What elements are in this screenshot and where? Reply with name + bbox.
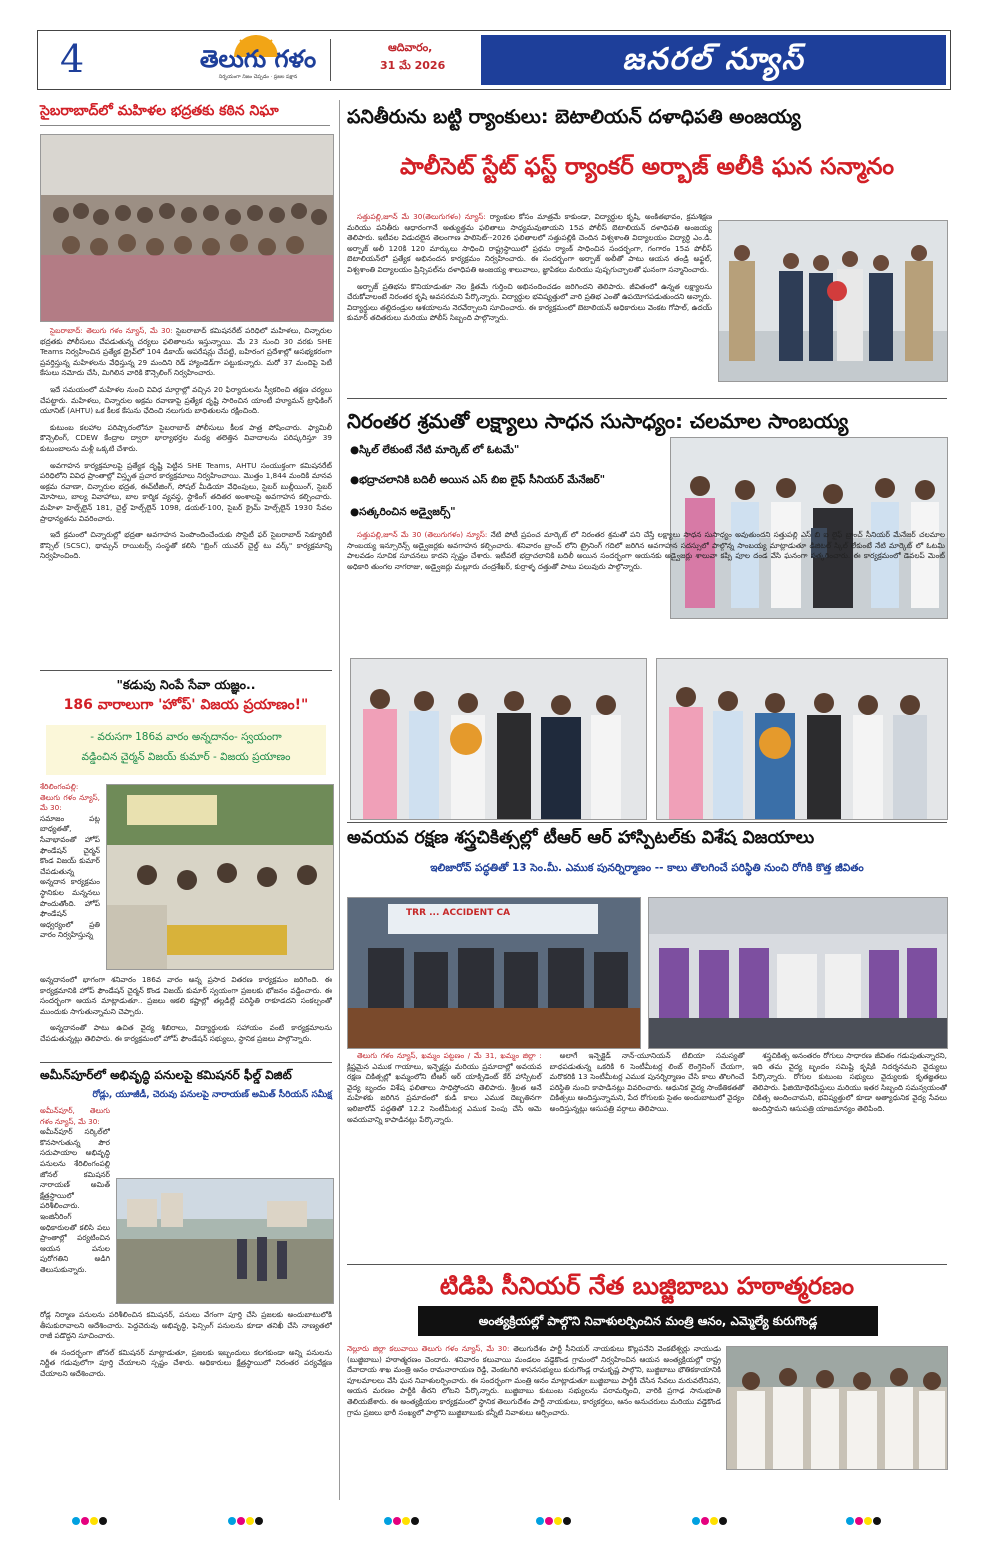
story1-headline: సైబరాబాద్‌లో మహిళల భద్రతకు కఠిన నిఘా: [40, 103, 330, 126]
story4-photo: [718, 220, 948, 382]
story5-bullet: ●భద్రాచలానికి బదిలీ అయిన ఎస్ బిఐ లైఫ్ సీనియర్ మేనేజర్": [350, 474, 606, 486]
story6-photo-1: [347, 897, 641, 1049]
story7-photo: [726, 1346, 948, 1470]
date-line-2: 31 మే 2026: [380, 59, 446, 72]
story2-paragraph: అన్నదానంలో భాగంగా శనివారం 186వ వారం అన్న ప్రసాద వితరణ కార్యక్రమం జరిగింది. ఈ కార్యక్రమానికి హోప్ ఫౌండేషన్ చైర్మన్ కొండ విజయ్ కుమార్ స్వయంగా ప్రజలకు భోజనం వడ్డించారు. ఈ సందర్భంగా ఆయన మాట్లాడుతూ.. ప్రజలు ఆకలి కష్టాల్లో తల్లడిల్లే పరిస్థితి రాకూడదని సంకల్పంతో ముందుకు సాగుతున్నామని చెప్పారు.: [40, 975, 332, 1016]
story1-paragraph: ఇదే సమయంలో మహిళల నుంచి వివిధ మార్గాల్లో వచ్చిన 20 ఫిర్యాదులను స్వీకరించి తక్షణ చర్యలు చేపట్టారు. మహిళలు, చిన్నారుల అక్రమ రవాణాపై ప్రత్యేక దృష్టి సారించిన యాంటీ హ్యూమన్ ట్రాఫికింగ్ యూనిట్ (AHTU) ఒక కీలక కేసును ఛేదించి నలుగురు బాధితులను రక్షించింది.: [40, 384, 332, 416]
story4-body: [347, 212, 712, 390]
story6-paragraph: అలాగే ఇన్ఫెక్టెడ్ నాన్-యూనియన్ టిబియా సమస్యతో బాధపడుతున్న ఒకరికి 6 సెంటీమీటర్ల లింబ్ లెంగ్తెనింగ్ చేయగా, మరొకరికి 13 సెంటీమీటర్ల ఎముక పునర్నిర్మాణం చేసి కాలు తొలగించే పరిస్థితి నుంచి కాపాడినట్లు వివరించారు. ఆధునిక వైద్య సాంకేతికతతో చికిత్సలు అందిస్తున్నామని, పేద రోగులకు సైతం అందుబాటులో వైద్యం అందిస్తున్నట్లు ఆసుపత్రి వర్గాలు తెలిపాయి.: [549, 1051, 745, 1113]
story5-body: [347, 530, 945, 646]
masthead: [37, 30, 951, 90]
logo-tagline: నిర్భయంగా నిజం చెప్పడం · ప్రజల పక్షాన: [218, 74, 298, 80]
story6-dateline: తెలుగు గళం న్యూస్, ఖమ్మం పట్టణం / మే 31, ఖమ్మం జిల్లా :: [357, 1051, 542, 1060]
story3-narrow-text: అమీన్‌పూర్ సర్కిల్‌లో కొనసాగుతున్న పౌర సదుపాయాల అభివృద్ధి పనులను శేరిలింగంపల్లి జోనల్ కమిషనర్ నారాయణ్ అమిత్ క్షేత్రస్థాయిలో పరిశీలించారు. ఇంజినీరింగ్ అధికారులతో కలిసి పలు ప్రాంతాల్లో పర్యటించిన ఆయన పనుల పురోగతిని అడిగి తెలుసుకున్నారు.: [40, 1127, 110, 1274]
story5-bullet: ●సత్కరించిన అడ్వైజర్స్": [350, 506, 456, 518]
story5-photo-3: [656, 658, 948, 820]
story6-photo-banner-text: TRR ... ACCIDENT CA: [406, 908, 511, 918]
story5-dateline: సత్తుపల్లి,జూన్ మే 30 (తెలుగుగళం) న్యూస్:: [357, 530, 488, 539]
story3-photo: [116, 1178, 334, 1304]
story2-body: [40, 975, 332, 1057]
story2-headline: 186 వారాలుగా 'హోప్' విజయ ప్రయాణం!": [63, 697, 309, 713]
story3-paragraph: ఈ సందర్భంగా జోనల్ కమిషనర్ మాట్లాడుతూ, ప్రజలకు ఇబ్బందులు కలగకుండా అన్ని పనులను నిర్ణీత గడువులోగా పూర్తి చేయాలని స్పష్టం చేశారు. అధికారులు క్షేత్రస్థాయిలో నిరంతర పర్యవేక్షణ చేయాలని ఆదేశించారు.: [40, 1347, 332, 1378]
story2-paragraph: అన్నదానంతో పాటు ఉచిత వైద్య శిబిరాలు, విద్యార్థులకు సహాయం వంటి కార్యక్రమాలను చేపడుతున్నట్లు తెలిపారు. ఈ కార్యక్రమంలో హోప్ ఫౌండేషన్ సభ్యులు, స్థానిక ప్రజలు పాల్గొన్నారు.: [40, 1023, 332, 1043]
story6-headline: అవయవ రక్షణ శస్త్రచికిత్సల్లో టీఆర్ ఆర్ హాస్పిటల్‌కు విశేష విజయాలు: [347, 828, 815, 848]
story1-paragraph: అవగాహన కార్యక్రమాలపై ప్రత్యేక దృష్టి పెట్టిన SHE Teams, AHTU సంయుక్తంగా కమిషనరేట్ పరిధిలోని వివిధ ప్రాంతాల్లో విస్తృత ప్రచార కార్యక్రమాలు నిర్వహించాయి. మొత్తం 1,844 మందికి మానవ అక్రమ రవాణా, చిన్నారుల భద్రత, ఈవ్‌టీజింగ్, సోషల్ మీడియా వేధింపులు, సైబర్ బుల్లీయింగ్, సైబర్ మోసాలు, బాల్య వివాహాలు, బాల కార్మిక వ్యవస్థ, స్టాకింగ్ తదితర అంశాలపై అవగాహన కల్పించారు. మహిళా హెల్ప్‌లైన్ 181, చైల్డ్ హెల్ప్‌లైన్ 1098, డయల్-100, సైబర్ క్రైమ్ హెల్ప్‌లైన్ 1930 సేవల ప్రాధాన్యతను వివరించారు.: [40, 460, 332, 523]
story1-paragraph: ఇదే క్రమంలో చిన్నారుల్లో భద్రతా అవగాహన పెంపొందించేందుకు సొసైటీ ఫర్ సైబరాబాద్ సెక్యూరిటీ కౌన్సిల్ (SCSC), థామ్సన్ రాయిటర్స్ సంస్థతో కలిసి "బ్రింగ్ యువర్ చైల్డ్ టు వర్క్" కార్యక్రమాన్ని నిర్వహించింది.: [40, 530, 332, 561]
story2-subhead-box: [46, 725, 326, 775]
section-title: జనరల్ న్యూస్: [622, 42, 805, 77]
story6-paragraph: క్లిష్టమైన ఎముక గాయాలు, ఇన్ఫెక్షన్లు మరియు ప్రమాదాల్లో అవయవ రక్షణ చికిత్సల్లో ఖమ్మంలోని టీఆర్ ఆర్ యాక్సిడెంట్ కేర్ హాస్పిటల్ వైద్య బృందం విశేష ఫలితాలు సాధిస్తోందని తెలిపారు. శ్రీలత అనే మహిళకు జరిగిన ప్రమాదంలో కుడి కాలు ఎముక దెబ్బతినగా ఇలిజారోవ్ పద్ధతితో 12.2 సెంటీమీటర్ల ఎముక పెంపు చేసి ఆమె అవయవాన్ని కాపాడినట్లు పేర్కొన్నారు.: [347, 1061, 542, 1124]
story4-paragraph: అర్బాజ్ ప్రతిభను కొనియాడుతూ నెల క్రితమే గుర్తించి అభినందించడం జరిగిందని తెలిపారు. జీవితంలో ఉన్నత లక్ష్యాలను చేరుకోవాలంటే నిరంతర కృషి అవసరమని పేర్కొన్నారు. విద్యార్థుల భవిష్యత్తులో వారి ప్రతిభ ఎంతో ఉపయోగపడుతుందని అన్నారు. విద్యార్థులు తల్లిదండ్రుల ఆశయాలను నెరవేర్చాలని సూచించారు. ఈ కార్యక్రమంలో బెటాలియన్ అధికారులు వెంకట గోపాల్, ఉదయ్ కుమార్ తదితరులు మరియు పోలీస్ సిబ్బంది పాల్గొన్నారు.: [347, 281, 712, 323]
story5-photo-2: [350, 658, 647, 820]
story5-paragraph: నేటి పోటీ ప్రపంచ మార్కెట్ లో నిరంతర శ్రమతో పని చేస్తే లక్ష్యాలు సాధన సుసాధ్యం అవుతుందని సత్తుపల్లి ఎస్ బి ఐ లైఫ్ బ్రాంచ్ సీనియర్ మేనేజర్ చలమాల సాంబయ్య ఇన్సూరెన్స్ అడ్వైజర్లకు అవగాహన కల్పించారు. శనివారం బ్రాంచ్ లోని ట్రైనింగ్ గదిలో జరిగిన అవగాహన సదస్సులో పాల్గొన్న సాంబయ్య మాట్లాడుతూ డిజిటల్ స్కిల్ లేకుంటే నేటి మార్కెట్ లో ఓటమి పాలవడం సూచిక సూచనలు కాదని స్పష్టం చేశారు. ఇటీవలే భద్రాచలానికి బదిలీ అయిన సందర్భంగా ఆయనకు అడ్వైజర్లు శాలువా కప్పి పూల దండ వేసి ఘనంగా సత్కరించారు. ఈ కార్యక్రమంలో డెవలప్ మెంట్ అధికారి తుంగల నాగరాజు, అడ్వైజర్లు మల్లూరు చంద్రశేఖర్, కుర్రాళ్ళ దత్తుతో పాటు పలువురు పాల్గొన్నారు.: [347, 530, 945, 571]
story4-paragraph: ర్యాంకుల కోసం మాత్రమే కాకుండా, విద్యార్థుల కృషి, అంకితభావం, క్రమశిక్షణ మరియు పనితీరు ఆధారంగానే అత్యుత్తమ ఫలితాలు సాధ్యమవుతాయని 15వ పోలీస్ బెటాలియన్ దళాధిపతి అంజయ్య తెలిపారు. ఇటీవల విడుదలైన తెలంగాణ పాలిసెట్--2026 ఫలితాలలో సత్తుపల్లికి చెందిన విశ్వశాంతి విద్యాలయం విద్యార్థి ఎం.డి. అర్బాజ్ అలీ 120కి 120 మార్కులు సాధించి రాష్ట్రస్థాయిలో ప్రథమ ర్యాంక్ సాధించిన సందర్భంగా, గంగారం 15వ పోలీస్ బెటాలియన్‌లో ప్రత్యేక అభినందన కార్యక్రమం నిర్వహించారు. ఈ సందర్భంగా అర్బాజ్ అలీతో పాటు ఆయన తండ్రి అఫ్జల్, విశ్వశాంతి విద్యాలయం ప్రిన్సిపల్‌ను దళాధిపతి అంజయ్య శాలువాలు, జ్ఞాపికలు మరియు పుష్పగుచ్ఛాలతో ఘనంగా సన్మానించారు.: [347, 212, 712, 274]
story3-dateline: అమీన్‌పూర్, తెలుగు గళం న్యూస్, మే 30:: [40, 1106, 110, 1126]
story2-narrow-body: [40, 782, 100, 970]
story3-narrow-body: [40, 1106, 110, 1308]
story6-subhead: ఇలిజారోవ్ పద్ధతితో 13 సెం.మీ. ఎముక పునర్నిర్మాణం -- కాలు తొలగించే పరిస్థితి నుంచి రోగికి కొత్త జీవితం: [430, 862, 864, 874]
story7-paragraph: తెలుగుదేశం పార్టీ సీనియర్ నాయకులు కొల్లపనేని వెంకటేశ్వర్లు నాయుడు (బుజ్జిబాబు) హఠాత్మరణం చెందారు. శనివారం కలువాయి మండలం వడ్డెకొండ గ్రామంలో నిర్వహించిన ఆయన అంత్యక్రియల్లో రాష్ట్ర దేవాదాయ శాఖ మంత్రి ఆనం రామనారాయణ రెడ్డి, వెంకటగిరి శాసనసభ్యులు కురుగొండ్ల రామకృష్ణ పాల్గొని, బుజ్జిబాబు భౌతికకాయానికి పూలమాలలు వేసి ఘన నివాళులర్పించారు. ఈ సందర్భంగా మంత్రి ఆనం మాట్లాడుతూ బుజ్జిబాబు పార్టీకి చేసిన సేవలు మరువలేనివని, ఆయన మరణం పార్టీకి తీరని లోటని పేర్కొన్నారు. బుజ్జిబాబు కుటుంబ సభ్యులను పరామర్శించి, వారికి ప్రగాఢ సానుభూతి తెలియజేశారు. ఈ అంత్యక్రియల కార్యక్రమంలో స్థానిక తెలుగుదేశం పార్టీ నాయకులు, కార్యకర్తలు, ఆనం అనుచరులు మరియు వడ్డెకొండ గ్రామ ప్రజలు భారీ సంఖ్యలో పాల్గొని బుజ్జిబాబుకు కన్నీటి నివాళులు అర్పించారు.: [347, 1344, 721, 1417]
story3-subhead: రోడ్లు, యూజీడీ, చెరువు పనులపై నారాయణ్ అమిత్ సీరియస్ సమీక్ష: [92, 1090, 332, 1100]
story2-subhead-1: - వరుసగా 186వ వారం అన్నదానం- స్వయంగా: [90, 731, 282, 743]
story6-body: [347, 1051, 947, 1239]
story2-dateline: శేరిలింగంపల్లి: తెలుగు గళం న్యూస్, మే 30:: [40, 782, 100, 813]
story4-headline: పాలీసెట్ స్టేట్ ఫస్ట్ ర్యాంకర్ అర్బాజ్ అలీకి ఘన సన్మానం: [399, 154, 895, 180]
story1-paragraph: కుటుంబ కలహాల పరిష్కారంలోనూ సైబరాబాద్ పోలీసులు కీలక పాత్ర పోషించారు. ఫ్యామిలీ కౌన్సెలింగ్, CDEW కేంద్రాల ద్వారా భార్యాభర్తల మధ్య తలెత్తిన వివాదాలను పరిష్కరిస్తూ 39 కుటుంబాలను మళ్లీ ఒక్కటి చేశారు.: [40, 422, 332, 453]
story1-dateline: సైబరాబాద్: తెలుగు గళం న్యూస్, మే 30:: [50, 326, 173, 335]
story4-kicker: పనితీరును బట్టి ర్యాంకులు: బెటాలియన్ దళాధిపతి అంజయ్య: [347, 106, 801, 128]
story7-body: [347, 1344, 721, 1502]
story7-subhead-bar: [418, 1306, 878, 1336]
story7-subhead: అంత్యక్రియల్లో పాల్గొని నివాళులర్పించిన మంత్రి ఆనం, ఎమ్మెల్యే కురుగొండ్ల: [478, 1314, 818, 1328]
logo: [188, 35, 328, 83]
story1-paragraph: సైబరాబాద్ కమిషనరేట్ పరిధిలో మహిళలు, చిన్నారుల భద్రతకు పోలీసులు చేపడుతున్న చర్యలు ఫలితాలను ఇస్తున్నాయి. మే 23 నుంచి 30 వరకు SHE Teams నిర్వహించిన ప్రత్యేక డ్రైవ్‌లో 104 డికాయ్ ఆపరేషన్లు చేపట్టి, బహిరంగ ప్రదేశాల్లో అసభ్యకరంగా ప్రవర్తిస్తున్న మహిళలను వేధిస్తున్న 29 మందిని రెడ్ హ్యాండెడ్‌గా పట్టుకున్నారు. మరో 37 మందిపై పెటీ కేసులు నమోదు చేసి, మిగిలిన వారికి కౌన్సెలింగ్ నిర్వహించారు.: [40, 326, 332, 378]
page-number: 4: [60, 37, 85, 81]
story2-subhead-2: వడ్డించిన చైర్మన్ విజయ్ కుమార్ - విజయ ప్రయాణం: [81, 751, 291, 763]
story3-headline: అమీన్‌పూర్‌లో అభివృద్ధి పనులపై కమిషనర్ ఫీల్డ్ విజిట్: [40, 1068, 292, 1082]
story1-photo: [40, 134, 334, 322]
story7-headline: టిడిపి సీనియర్ నేత బుజ్జిబాబు హఠాత్మరణం: [439, 1272, 855, 1300]
story6-paragraph: శస్త్రచికిత్స అనంతరం రోగులు సాధారణ జీవితం గడుపుతున్నారని, ఇది తమ వైద్య బృందం సమిష్టి కృషికి నిదర్శనమని వైద్యులు పేర్కొన్నారు. రోగుల కుటుంబ సభ్యులు వైద్యులకు కృతజ్ఞతలు తెలిపారు. ఫిజియోథెరపిస్టులు మరియు ఇతర సిబ్బంది సమన్వయంతో చికిత్స అందించామని, భవిష్యత్తులో కూడా అత్యాధునిక వైద్య సేవలు అందిస్తామని ఆసుపత్రి యాజమాన్యం తెలిపింది.: [752, 1051, 947, 1113]
story6-photo-2: [648, 897, 948, 1049]
story3-body: [40, 1310, 332, 1508]
registration-marks: [0, 1510, 987, 1524]
logo-text: తెలుగు గళం: [199, 45, 317, 73]
date-line-1: ఆదివారం,: [388, 41, 433, 54]
story1-body: [40, 326, 332, 664]
story2-narrow-text: సమాజం పట్ల బాధ్యతతో, సేవాభావంతో హోప్ ఫౌండేషన్ చైర్మన్ కొండ విజయ్ కుమార్ చేపడుతున్న అన్నదాన కార్యక్రమం స్థానికుల మన్ననలు పొందుతోంది. హోప్ ఫౌండేషన్ ఆధ్వర్యంలో ప్రతి వారం నిర్వహిస్తున్న: [40, 813, 100, 940]
story2-photo: [106, 784, 334, 970]
section-banner: [481, 35, 946, 85]
story4-dateline: సత్తుపల్లి,జూన్ మే 30(తెలుగుగళం) న్యూస్:: [357, 212, 486, 221]
story5-headline: నిరంతర శ్రమతో లక్ష్యాలు సాధన సుసాధ్యం: చలమాల సాంబయ్య: [347, 409, 849, 433]
story5-bullet: ●స్కిల్ లేకుంటే నేటి మార్కెట్ లో ఓటమే": [350, 444, 520, 456]
story2-quote-line: "కడుపు నింపే సేవా యజ్ఞం..: [116, 677, 256, 692]
story3-paragraph: రోడ్ల నిర్మాణ పనులను పరిశీలించిన కమిషనర్, పనులు వేగంగా పూర్తి చేసి ప్రజలకు అందుబాటులోకి తీసుకురావాలని ఆదేశించారు. పెద్దచెరువు అభివృద్ధి, ఫెన్సింగ్ పనులను కూడా తనిఖీ చేసి నాణ్యతలో రాజీ పడొద్దని సూచించారు.: [40, 1310, 332, 1341]
story7-dateline: నెల్లూరు జిల్లా కలువాయి తెలుగు గళం న్యూస్, మే 30:: [347, 1344, 510, 1353]
